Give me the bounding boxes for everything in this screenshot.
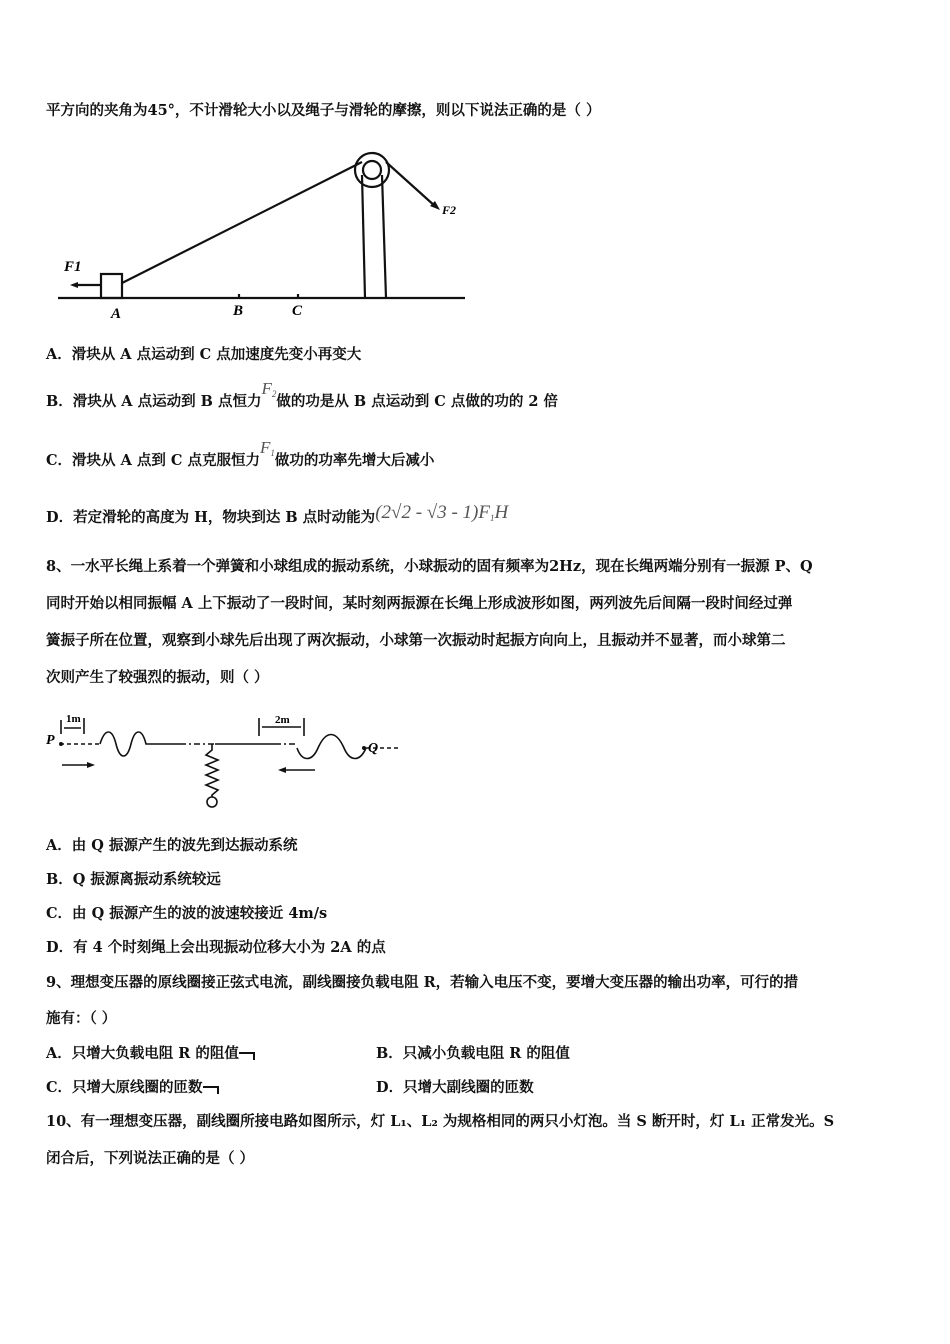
q8-option-c: C．由 Q 振源产生的波的波速较接近 4m/s xyxy=(46,905,328,922)
pulley-figure xyxy=(0,140,480,330)
q8-option-a: A．由 Q 振源产生的波先到达振动系统 xyxy=(46,837,298,854)
point-c-label: C xyxy=(292,303,303,319)
point-a-label: A xyxy=(111,306,122,322)
q9-stem-line: 9、理想变压器的原线圈接正弦式电流，副线圈接负载电阻 R，若输入电压不变，要增大变压器的输出功率，可行的措 xyxy=(46,974,799,991)
q7-stem: 平方向的夹角为45°，不计滑轮大小以及绳子与滑轮的摩擦，则以下说法正确的是（ ） xyxy=(46,102,601,119)
q8-option-b: B．Q 振源离振动系统较远 xyxy=(46,871,221,888)
q9-option-a: A．只增大负载电阻 R 的阻值 xyxy=(46,1044,255,1064)
post-left xyxy=(362,175,365,298)
post-right xyxy=(382,175,386,298)
edit-mark-icon xyxy=(203,1086,219,1094)
pulley-inner xyxy=(363,161,381,179)
wave-p xyxy=(100,732,180,756)
q9-option-b: B．只减小负载电阻 R 的阻值 xyxy=(376,1045,570,1062)
source-q-label: Q xyxy=(368,741,379,756)
rope xyxy=(122,162,362,283)
slider-block xyxy=(101,274,122,298)
wave-figure xyxy=(40,700,400,815)
wave-q xyxy=(297,735,366,759)
wavelength-2m-label: 2m xyxy=(275,714,290,726)
q7-option-c: C．滑块从 A 点到 C 点克服恒力$F_1$做功的功率先增大后减小 xyxy=(46,438,435,469)
q10-stem-line: 闭合后，下列说法正确的是（ ） xyxy=(46,1150,255,1167)
q8-stem-line: 次则产生了较强烈的振动，则（ ） xyxy=(46,669,269,686)
q8-stem-line: 簧振子所在位置，观察到小球先后出现了两次振动，小球第一次振动时起振方向向上，且振动并不显著，而小球第二 xyxy=(46,632,786,649)
q7-option-d: D．若定滑轮的高度为 H，物块到达 B 点时动能为$(2√2 - √3 - 1)F_1H$ xyxy=(46,502,509,526)
point-b-label: B xyxy=(233,303,244,319)
q8-option-d: D．有 4 个时刻绳上会出现振动位移大小为 2A 的点 xyxy=(46,939,386,956)
q8-stem-line: 同时开始以相同振幅 A 上下振动了一段时间，某时刻两振源在长绳上形成波形如图，两列波先后间隔一段时间经过弹 xyxy=(46,595,793,612)
f2-label: F2 xyxy=(442,203,457,217)
q9-option-d: D．只增大副线圈的匝数 xyxy=(376,1079,534,1096)
pulley-outer xyxy=(355,153,389,187)
wavelength-1m-label: 1m xyxy=(66,713,81,725)
spring xyxy=(206,744,218,797)
q7-option-a: A．滑块从 A 点运动到 C 点加速度先变小再变大 xyxy=(46,346,362,363)
q9-option-c: C．只增大原线圈的匝数 xyxy=(46,1078,219,1098)
q9-stem-line: 施有：（ ） xyxy=(46,1010,117,1027)
rope-f2 xyxy=(386,162,436,207)
source-p-label: P xyxy=(46,733,55,748)
f1-label: F1 xyxy=(64,259,82,275)
q10-stem-line: 10、有一理想变压器，副线圈所接电路如图所示，灯 L₁、L₂ 为规格相同的两只小灯泡。当 S 断开时，灯 L₁ 正常发光。S xyxy=(46,1113,835,1130)
edit-mark-icon xyxy=(239,1052,255,1060)
q8-stem-line: 8、一水平长绳上系着一个弹簧和小球组成的振动系统，小球振动的固有频率为2Hz，现在长绳两端分别有一振源 P、Q xyxy=(46,558,813,575)
q7-option-b: B．滑块从 A 点运动到 B 点恒力$F_2$做的功是从 B 点运动到 C 点做的功的 2 倍 xyxy=(46,379,559,410)
